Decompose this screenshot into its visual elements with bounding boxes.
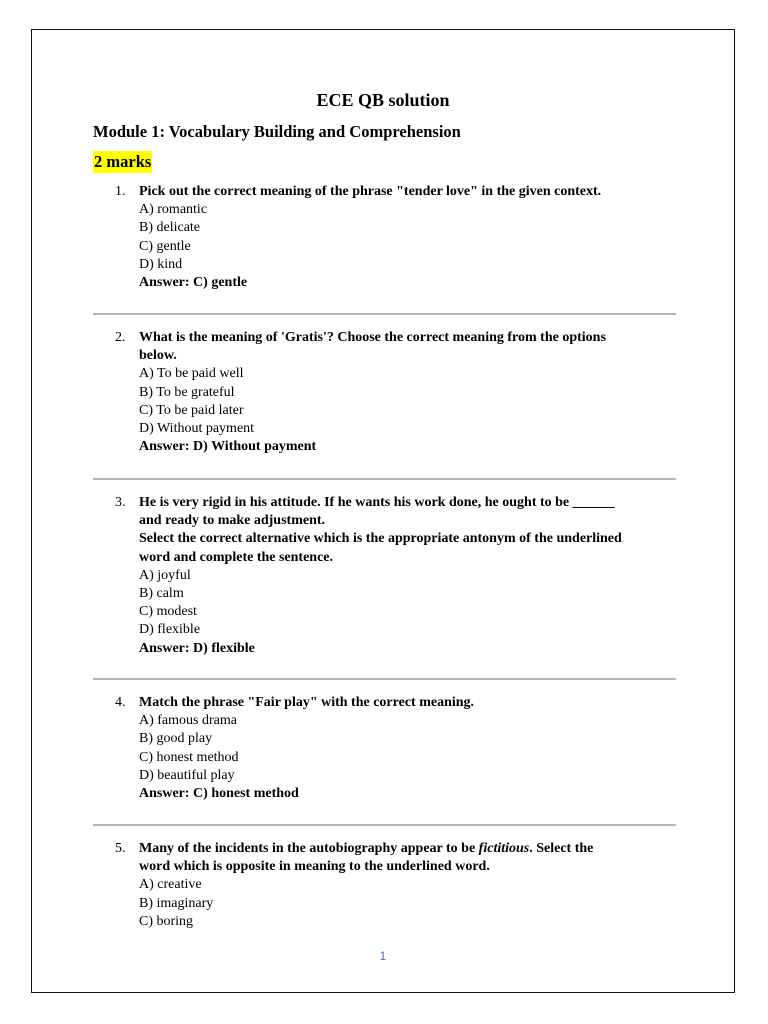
question-2 bbox=[93, 329, 678, 456]
question-number: 2. bbox=[115, 330, 126, 345]
option-c: C) To be paid later bbox=[139, 402, 244, 418]
option-b: B) calm bbox=[139, 586, 184, 602]
divider bbox=[93, 678, 676, 680]
answer: Answer: C) honest method bbox=[139, 786, 299, 802]
option-b: B) good play bbox=[139, 731, 213, 747]
question-line: He is very rigid in his attitude. If he wants his work done, he ought to be ______ bbox=[139, 495, 615, 510]
question-line: Pick out the correct meaning of the phrase "tender love" in the given context. bbox=[139, 184, 602, 199]
option-b: B) imaginary bbox=[139, 895, 214, 911]
option-b: B) delicate bbox=[139, 220, 201, 236]
question-line: What is the meaning of 'Gratis'? Choose the correct meaning from the options bbox=[139, 330, 606, 345]
marks-heading: 2 marks bbox=[94, 152, 152, 171]
answer: Answer: D) flexible bbox=[139, 640, 255, 656]
module-heading: Module 1: Vocabulary Building and Comprehension bbox=[93, 122, 461, 141]
option-c: C) gentle bbox=[139, 238, 191, 254]
option-a: A) creative bbox=[139, 877, 202, 893]
document-page bbox=[31, 29, 735, 993]
option-d: D) flexible bbox=[139, 622, 201, 638]
question-line: Select the correct alternative which is the appropriate antonym of the underlined bbox=[139, 531, 622, 547]
question-text bbox=[139, 694, 678, 712]
question-line: word and complete the sentence. bbox=[139, 549, 334, 565]
question-5 bbox=[93, 840, 678, 931]
question-line: word which is opposite in meaning to the underlined word. bbox=[139, 859, 490, 875]
question-1 bbox=[93, 183, 678, 292]
question-number: 1. bbox=[115, 184, 126, 199]
option-c: C) modest bbox=[139, 604, 197, 620]
question-number: 5. bbox=[115, 841, 126, 856]
option-a: A) To be paid well bbox=[139, 366, 244, 382]
question-number: 4. bbox=[115, 695, 126, 710]
question-line bbox=[139, 840, 678, 858]
page-title: ECE QB solution bbox=[316, 90, 450, 110]
question-text bbox=[139, 840, 678, 876]
divider bbox=[93, 478, 676, 480]
option-d: D) beautiful play bbox=[139, 767, 235, 783]
answer: Answer: D) Without payment bbox=[139, 439, 317, 455]
page-number: 1 bbox=[379, 949, 387, 963]
question-line: and ready to make adjustment. bbox=[139, 513, 326, 529]
answer: Answer: C) gentle bbox=[139, 275, 248, 291]
underlined-word: fictitious bbox=[478, 841, 530, 856]
option-a: A) joyful bbox=[139, 567, 191, 583]
divider bbox=[93, 824, 676, 826]
option-c: C) boring bbox=[139, 913, 194, 929]
question-4 bbox=[93, 694, 678, 803]
option-a: A) famous drama bbox=[139, 713, 237, 729]
divider bbox=[93, 313, 676, 315]
question-text bbox=[139, 494, 678, 567]
question-text-segment: . Select the bbox=[529, 841, 594, 856]
question-3 bbox=[93, 494, 678, 658]
question-text bbox=[139, 183, 678, 201]
question-text bbox=[139, 329, 678, 365]
option-d: D) Without payment bbox=[139, 421, 255, 437]
question-number: 3. bbox=[115, 495, 126, 510]
option-c: C) honest method bbox=[139, 749, 239, 765]
question-line: Match the phrase "Fair play" with the correct meaning. bbox=[139, 695, 475, 710]
option-a: A) romantic bbox=[139, 202, 208, 218]
option-b: B) To be grateful bbox=[139, 384, 235, 400]
question-line: below. bbox=[139, 348, 177, 364]
question-text-segment: Many of the incidents in the autobiography appear to be bbox=[139, 841, 479, 856]
option-d: D) kind bbox=[139, 256, 183, 272]
